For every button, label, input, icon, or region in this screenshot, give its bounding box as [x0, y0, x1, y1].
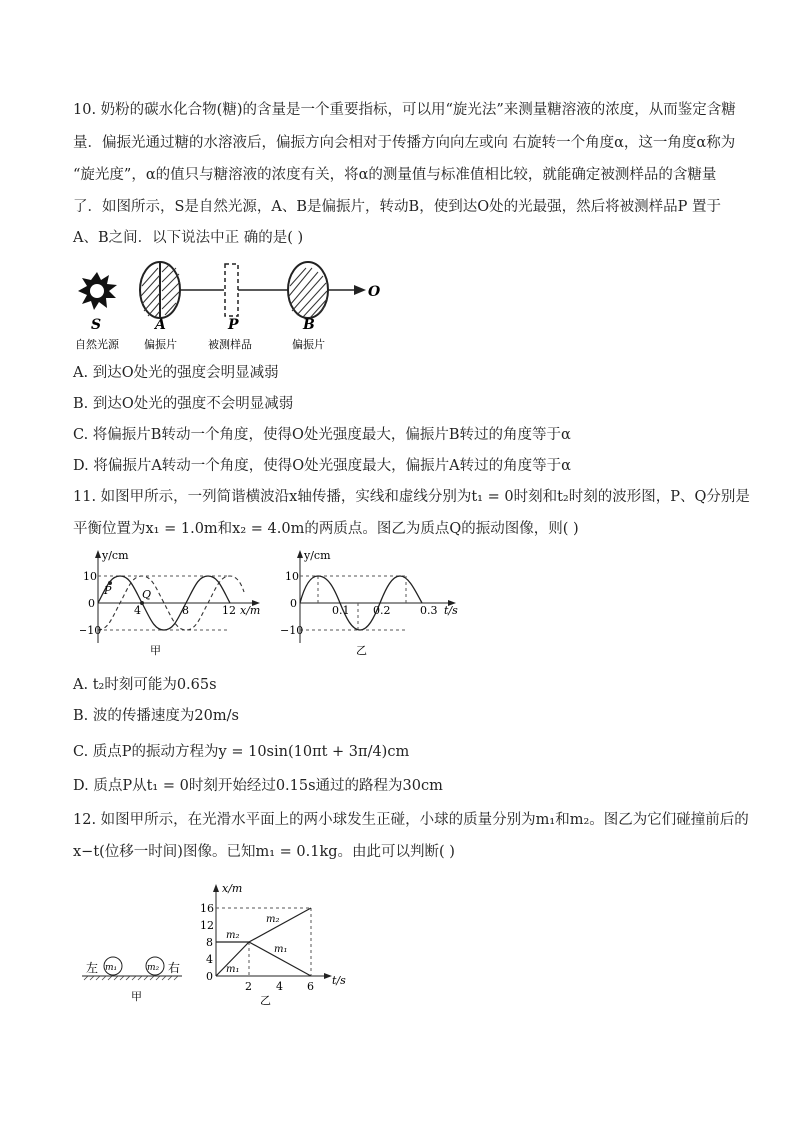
y-tick-neg10: −10	[280, 624, 304, 637]
ball-m2-label: m₂	[147, 963, 160, 973]
y-tick-8: 8	[206, 936, 213, 949]
caption-yi: 乙	[260, 994, 271, 1007]
series-m2-before-label: m₂	[226, 930, 240, 941]
x-tick-4: 4	[134, 604, 141, 617]
q12-line-1: 12. 如图甲所示，在光滑水平面上的两小球发生正碰，小球的质量分别为m₁和m₂。图乙为它们碰撞前后的	[73, 812, 749, 828]
point-p-label: P	[104, 584, 112, 597]
point-q-label: Q	[142, 588, 152, 601]
label-p: P	[228, 317, 239, 333]
label-right: 右	[168, 961, 181, 975]
y-tick-0: 0	[88, 597, 95, 610]
q11-wave-graph-jia	[80, 548, 270, 658]
q12-xt-graph-yi	[198, 880, 358, 1008]
caption-polarizer-b: 偏振片	[292, 338, 325, 351]
y-tick-neg10: −10	[80, 624, 102, 637]
q11-option-b: B. 波的传播速度为20m/s	[73, 708, 239, 724]
x-tick-0.1: 0.1	[332, 604, 350, 617]
axis-y-label: y/cm	[102, 549, 129, 562]
x-tick-0.2: 0.2	[373, 604, 391, 617]
label-o: O	[368, 284, 381, 300]
q11-vibration-graph-yi	[272, 548, 472, 658]
x-tick-2: 2	[245, 980, 252, 993]
q11-option-c: C. 质点P的振动方程为y = 10sin(10πt + 3π/4)cm	[73, 744, 410, 760]
y-tick-4: 4	[206, 953, 213, 966]
ball-m1-label: m₁	[105, 963, 118, 973]
caption-jia: 甲	[131, 990, 142, 1003]
series-m1-after-label: m₁	[274, 944, 288, 955]
caption-yi: 乙	[356, 644, 367, 657]
q10-line-2: 量．偏振光通过糖的水溶液后，偏振方向会相对于传播方向向左或向 右旋转一个角度α，这一角度α称为	[73, 135, 736, 151]
y-tick-0: 0	[206, 970, 213, 983]
label-s: S	[91, 317, 102, 333]
label-a: A	[155, 317, 166, 333]
polarizer-b-icon	[288, 262, 328, 318]
q10-line-4: 了．如图所示，S是自然光源，A、B是偏振片，转动B，使到达O处的光最强，然后将被测样品P 置于	[73, 199, 721, 215]
caption-source: 自然光源	[75, 338, 119, 351]
caption-polarizer-a: 偏振片	[144, 338, 177, 351]
q11-option-a: A. t₂时刻可能为0.65s	[73, 677, 217, 693]
polarizer-a-icon	[140, 262, 180, 318]
label-b: B	[303, 317, 315, 333]
q10-line-5: A、B之间．以下说法中正 确的是( )	[73, 230, 304, 246]
y-tick-16: 16	[200, 902, 214, 915]
q10-option-d: D. 将偏振片A转动一个角度，使得O处光强度最大，偏振片A转过的角度等于α	[73, 458, 571, 474]
axis-x-label: t/s	[444, 604, 458, 617]
q12-collision-figure-jia	[80, 948, 190, 1008]
q10-optics-figure	[72, 256, 392, 356]
label-left: 左	[86, 961, 99, 975]
q12-line-2: x−t(位移一时间)图像。已知m₁ = 0.1kg。由此可以判断( )	[73, 844, 455, 860]
q11-line-1: 11. 如图甲所示，一列简谐横波沿x轴传播，实线和虚线分别为t₁ = 0时刻和t₂时刻的波形图，P、Q分别是	[73, 489, 750, 505]
y-tick-0: 0	[290, 597, 297, 610]
caption-jia: 甲	[150, 644, 161, 657]
y-tick-10: 10	[285, 570, 299, 583]
series-m2-after-label: m₂	[266, 914, 280, 925]
q11-line-2: 平衡位置为x₁ = 1.0m和x₂ = 4.0m的两质点。图乙为质点Q的振动图像，则( )	[73, 521, 579, 537]
light-source-icon	[78, 272, 117, 310]
axis-x-label: t/s	[332, 974, 346, 987]
x-tick-4: 4	[276, 980, 283, 993]
axis-y-label: y/cm	[304, 549, 331, 562]
q10-option-b: B. 到达O处光的强度不会明显减弱	[73, 396, 294, 412]
sample-p-box	[225, 264, 238, 316]
y-tick-12: 12	[200, 919, 214, 932]
series-m1-before-label: m₁	[226, 964, 240, 975]
x-tick-0.3: 0.3	[420, 604, 438, 617]
y-tick-10: 10	[83, 570, 97, 583]
x-tick-8: 8	[182, 604, 189, 617]
q10-option-a: A. 到达O处光的强度会明显减弱	[73, 365, 279, 381]
x-tick-12: 12	[222, 604, 236, 617]
caption-sample: 被测样品	[208, 338, 252, 351]
q10-line-1: 10. 奶粉的碳水化合物(糖)的含量是一个重要指标，可以用“旋光法”来测量糖溶液的浓度，从而鉴定含糖	[73, 102, 736, 118]
axis-y-label: x/m	[222, 882, 243, 895]
x-tick-6: 6	[307, 980, 314, 993]
q11-option-d: D. 质点P从t₁ = 0时刻开始经过0.15s通过的路程为30cm	[73, 778, 443, 794]
axis-x-label: x/m	[240, 604, 261, 617]
q10-option-c: C. 将偏振片B转动一个角度，使得O处光强度最大，偏振片B转过的角度等于α	[73, 427, 571, 443]
q10-line-3: “旋光度”，α的值只与糖溶液的浓度有关，将α的测量值与标准值相比较，就能确定被测样品的含糖量	[73, 167, 717, 183]
